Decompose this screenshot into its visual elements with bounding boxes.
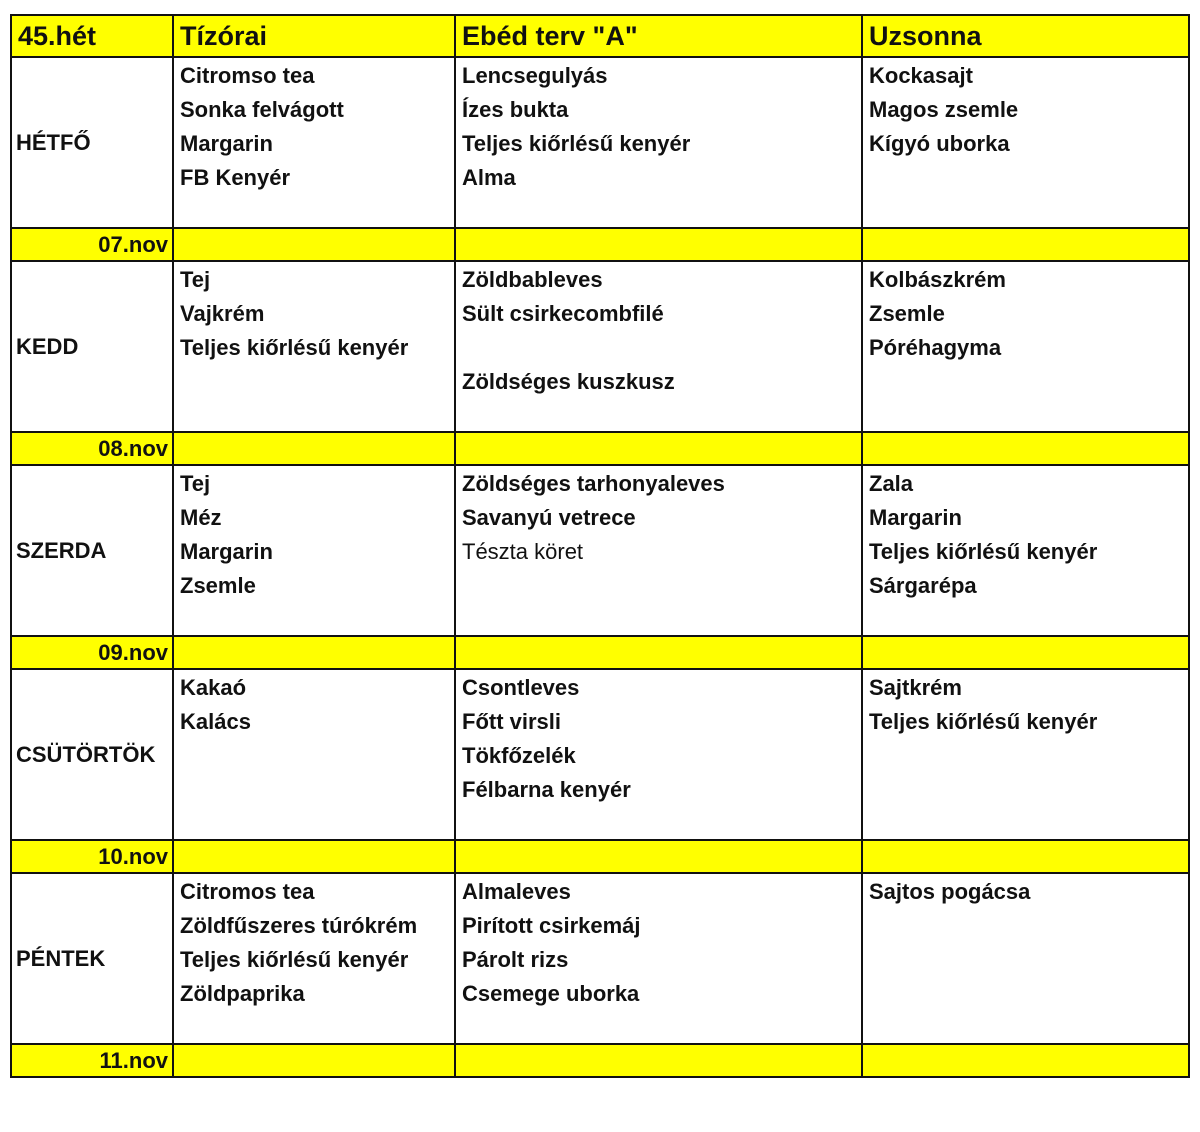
menu-item: Tej (180, 267, 211, 292)
date-row (11, 228, 1189, 261)
menu-item: Alma (462, 165, 516, 190)
date-label: 10.nov (11, 840, 173, 873)
menu-item: Zala (869, 471, 914, 496)
tizorai-cell (173, 465, 455, 636)
day-row (11, 465, 1189, 636)
date-row (11, 636, 1189, 669)
day-row (11, 873, 1189, 1044)
menu-item: Méz (180, 505, 222, 530)
date-row-empty-cell (862, 1044, 1189, 1077)
ebed-cell (455, 669, 862, 840)
menu-item: Zsemle (180, 573, 256, 598)
menu-item: Sült csirkecombfilé (462, 301, 664, 326)
menu-item: Teljes kiőrlésű kenyér (462, 131, 691, 156)
menu-item: Teljes kiőrlésű kenyér (869, 539, 1098, 564)
week-label: 45.hét (11, 15, 173, 57)
menu-item: Lencsegulyás (462, 63, 608, 88)
ebed-cell (455, 261, 862, 432)
header-tizorai: Tízórai (173, 15, 455, 57)
menu-item: Kalács (180, 709, 251, 734)
ebed-cell (455, 465, 862, 636)
date-label: 07.nov (11, 228, 173, 261)
menu-item: Kolbászkrém (869, 267, 1006, 292)
menu-item: Póréhagyma (869, 335, 1002, 360)
uzsonna-cell (862, 465, 1189, 636)
date-row-empty-cell (455, 636, 862, 669)
menu-item: Kockasajt (869, 63, 973, 88)
menu-item: Félbarna kenyér (462, 777, 631, 802)
menu-item: Csemege uborka (462, 981, 640, 1006)
menu-item: Citromos tea (180, 879, 315, 904)
menu-item: Zöldfűszeres túrókrém (180, 913, 418, 938)
day-name: CSÜTÖRTÖK (11, 669, 173, 840)
tizorai-cell (173, 261, 455, 432)
menu-item: Zsemle (869, 301, 945, 326)
day-row (11, 261, 1189, 432)
menu-item: Kakaó (180, 675, 247, 700)
menu-item: Pirított csirkemáj (462, 913, 641, 938)
date-row-empty-cell (862, 432, 1189, 465)
date-row-empty-cell (173, 636, 455, 669)
menu-item: Zöldséges tarhonyaleves (462, 471, 725, 496)
day-name: KEDD (11, 261, 173, 432)
day-row (11, 669, 1189, 840)
header-uzsonna: Uzsonna (862, 15, 1189, 57)
tizorai-cell (173, 669, 455, 840)
menu-item: Sárgarépa (869, 573, 977, 598)
menu-item (462, 331, 861, 365)
date-row-empty-cell (173, 228, 455, 261)
weekly-menu-table (10, 14, 1190, 1078)
menu-item: Tökfőzelék (462, 743, 576, 768)
menu-item: Tészta köret (462, 539, 584, 564)
date-row (11, 1044, 1189, 1077)
date-label: 11.nov (11, 1044, 173, 1077)
uzsonna-cell (862, 57, 1189, 228)
menu-item: Margarin (180, 539, 273, 564)
menu-item: Sajtkrém (869, 675, 962, 700)
menu-item: Magos zsemle (869, 97, 1019, 122)
day-name: SZERDA (11, 465, 173, 636)
menu-item: Párolt rizs (462, 947, 569, 972)
date-label: 08.nov (11, 432, 173, 465)
menu-item: Kígyó uborka (869, 131, 1010, 156)
menu-item: Teljes kiőrlésű kenyér (180, 947, 409, 972)
date-row-empty-cell (455, 1044, 862, 1077)
uzsonna-cell (862, 873, 1189, 1044)
menu-item: Csontleves (462, 675, 580, 700)
menu-item: Sonka felvágott (180, 97, 344, 122)
uzsonna-cell (862, 669, 1189, 840)
menu-item: Savanyú vetrece (462, 505, 636, 530)
ebed-cell (455, 57, 862, 228)
menu-item: Margarin (180, 131, 273, 156)
ebed-cell (455, 873, 862, 1044)
header-row (11, 15, 1189, 57)
tizorai-cell (173, 57, 455, 228)
date-row-empty-cell (862, 840, 1189, 873)
date-row-empty-cell (173, 432, 455, 465)
menu-item: Zöldpaprika (180, 981, 305, 1006)
date-row (11, 432, 1189, 465)
date-label: 09.nov (11, 636, 173, 669)
menu-item: Citromso tea (180, 63, 315, 88)
menu-item: Margarin (869, 505, 962, 530)
menu-item: Vajkrém (180, 301, 265, 326)
menu-item: Zöldbableves (462, 267, 603, 292)
menu-item: Teljes kiőrlésű kenyér (869, 709, 1098, 734)
menu-item: Zöldséges kuszkusz (462, 369, 675, 394)
date-row-empty-cell (455, 228, 862, 261)
menu-item: FB Kenyér (180, 165, 291, 190)
date-row-empty-cell (862, 636, 1189, 669)
menu-item: Almaleves (462, 879, 571, 904)
day-row (11, 57, 1189, 228)
date-row-empty-cell (455, 432, 862, 465)
day-name: HÉTFŐ (11, 57, 173, 228)
date-row-empty-cell (862, 228, 1189, 261)
menu-item: Sajtos pogácsa (869, 879, 1031, 904)
date-row-empty-cell (455, 840, 862, 873)
menu-item: Tej (180, 471, 211, 496)
menu-item: Ízes bukta (462, 97, 569, 122)
header-ebed: Ebéd terv "A" (455, 15, 862, 57)
date-row (11, 840, 1189, 873)
tizorai-cell (173, 873, 455, 1044)
date-row-empty-cell (173, 1044, 455, 1077)
uzsonna-cell (862, 261, 1189, 432)
date-row-empty-cell (173, 840, 455, 873)
day-name: PÉNTEK (11, 873, 173, 1044)
menu-item: Teljes kiőrlésű kenyér (180, 335, 409, 360)
menu-item: Főtt virsli (462, 709, 562, 734)
